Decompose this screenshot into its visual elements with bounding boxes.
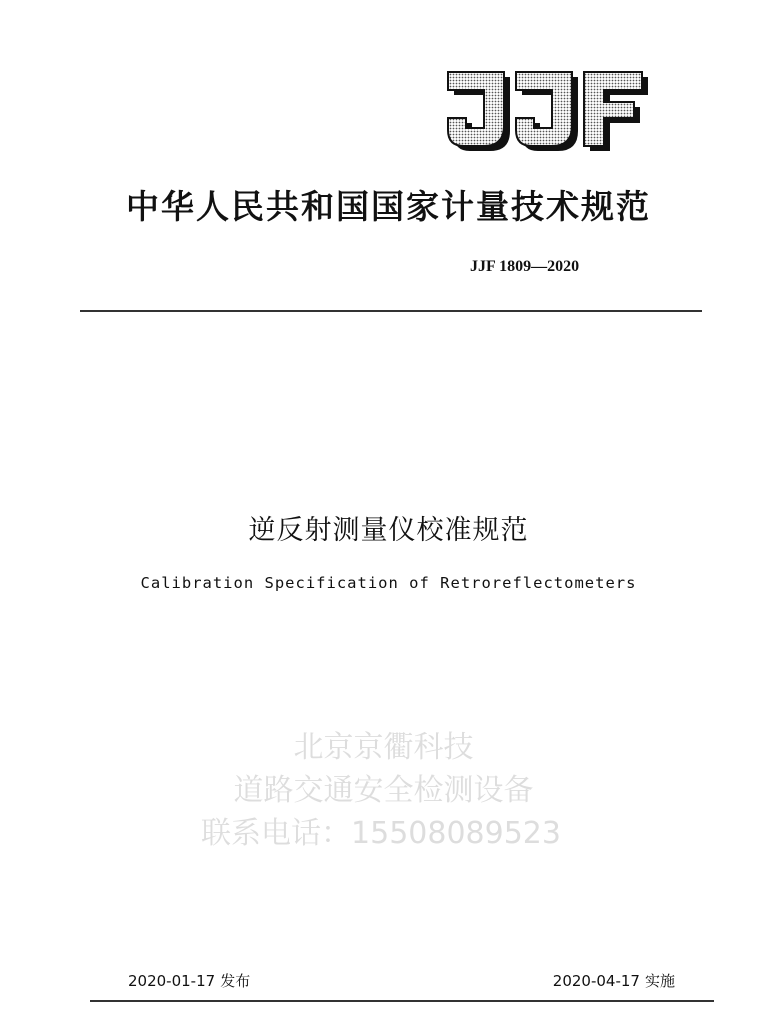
document-title-cn: 逆反射测量仪校准规范 [248,515,529,546]
issue-date: 2020-01-17 [128,972,216,990]
watermark-line-phone: 联系电话：15508089523 [201,816,561,851]
implementation-date-block [553,970,675,992]
document-title-en: Calibration Specification of Retroreflectometers [140,574,637,592]
org-title: 中华人民共和国国家计量技术规范 [126,187,651,226]
issue-date-block [128,970,250,992]
watermark [0,726,777,855]
jjf-logo-graphic [446,70,652,156]
watermark-line-business: 道路交通安全检测设备 [233,773,534,808]
implementation-label: 实施 [644,972,675,990]
top-divider [80,310,702,312]
issue-label: 发布 [220,972,251,990]
watermark-line-company: 北京京衢科技 [293,730,474,765]
implementation-date: 2020-04-17 [552,972,640,990]
jjf-logo [446,70,652,156]
standard-code: JJF 1809—2020 [470,258,580,275]
bottom-divider [90,1000,714,1002]
